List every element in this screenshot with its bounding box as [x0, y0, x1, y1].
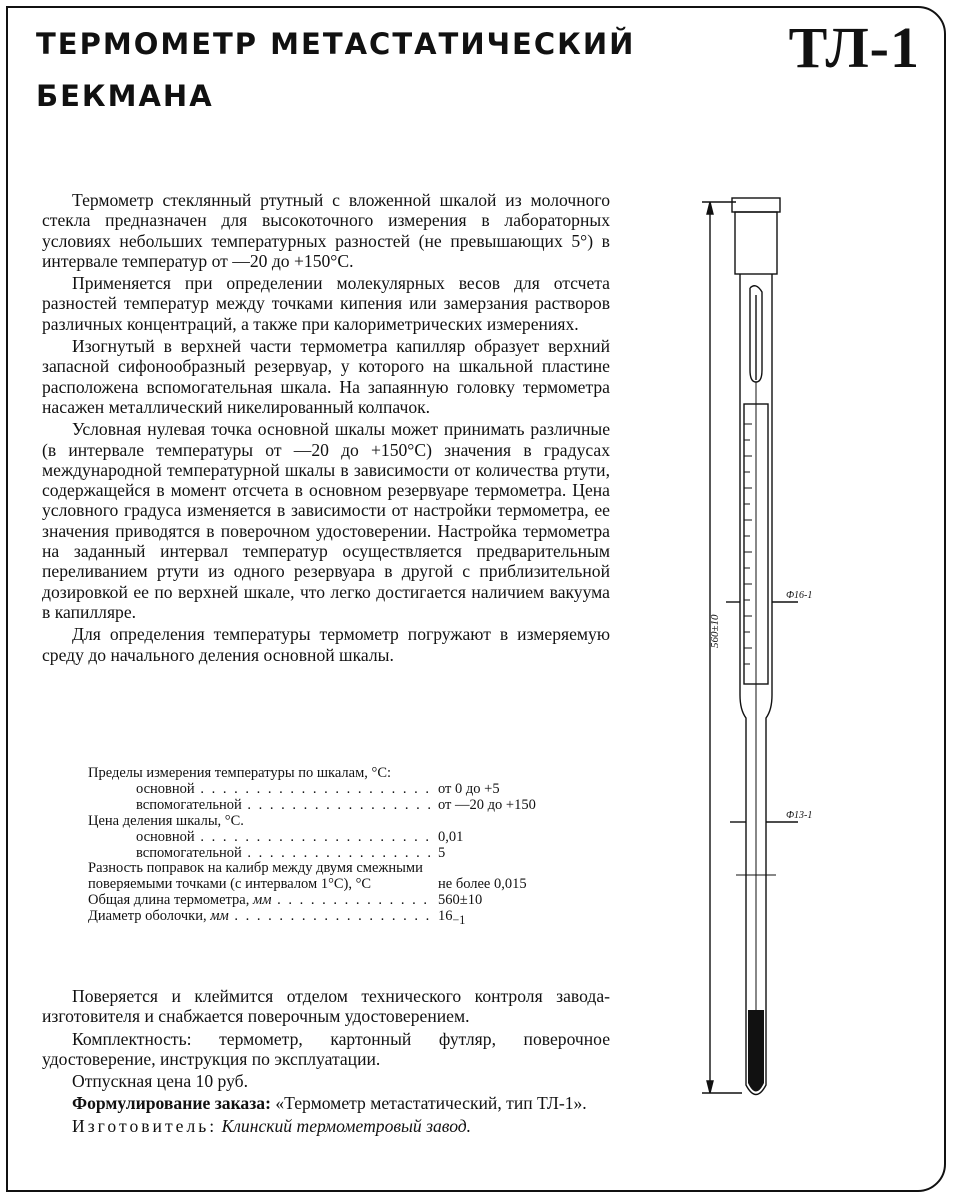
diam-value: 16 — [438, 908, 453, 925]
spec-value: не более 0,015 — [438, 876, 527, 893]
paragraph-construction: Изогнутый в верхней части термометра капилляр образует верхний запасной сифонообразный резервуар, у которого на шкальной пластине расположена вспомогательная шкала. На запаянную головку термометра насажен металлический никелированный колпачок. — [42, 336, 610, 417]
description — [42, 190, 610, 667]
spec-row — [88, 893, 608, 909]
spec-unit: мм — [252, 893, 272, 909]
kit-note: Комплектность: термометр, картонный футляр, поверочное удостоверение, инструкция по эксплуатации. — [42, 1028, 610, 1069]
maker-note — [42, 1116, 610, 1136]
arrow-bottom-icon — [707, 1081, 713, 1093]
mercury-bulb — [748, 1010, 764, 1092]
scale-ticks — [744, 424, 752, 664]
specifications — [88, 766, 608, 929]
length-dimension-label: 560±10 — [709, 614, 721, 648]
spec-row — [88, 782, 608, 798]
spec-value — [434, 909, 465, 929]
spec-value: от —20 до +150 — [438, 796, 536, 813]
spec-unit: мм — [210, 909, 229, 925]
spec-label: основной . . . — [88, 830, 434, 846]
spec-row — [88, 798, 608, 814]
stem-left — [740, 695, 746, 1015]
cap — [735, 212, 777, 274]
order-label: Формулирование заказа: — [72, 1093, 271, 1114]
arrow-top-icon — [707, 202, 713, 214]
spec-value: 560±10 — [438, 892, 483, 909]
spec-label: основной . . . — [88, 782, 434, 798]
maker-label: Изготовитель: — [72, 1115, 218, 1136]
diam-tolerance: −1 — [452, 913, 466, 928]
diameter-top-label: Ф16-1 — [786, 590, 813, 601]
spec-value: 5 — [438, 844, 446, 861]
cap-rim — [732, 198, 780, 212]
spec-value: 0,01 — [438, 828, 464, 845]
order-text: «Термометр метастатический, тип ТЛ-1». — [275, 1093, 587, 1114]
spec-value: от 0 до +5 — [438, 780, 500, 797]
paragraph-zero-point: Условная нулевая точка основной шкалы может принимать различные (в интервале температуры от —20 до +150°С) значения в градусах международной температурной шкалы в зависимости от количества ртути, содержащейся в момент отсчета в основном резервуаре термометра. Цена условного градуса изменяется в зависимости от настройки термометра, ее значения приводятся в поверочном удостоверении. Настройка термометра на заданный интервал температур осуществляется предварительным переливанием ртути из одного резервуара в другой с приблизительной дозировкой ее по верхней шкале, что легко достигается наличием вакуума в капилляре. — [42, 419, 610, 622]
spec-label — [88, 893, 434, 909]
thermometer-drawing — [690, 190, 840, 1110]
paragraph-application: Применяется при определении молекулярных весов для отсчета разностей температур между точками кипения или замерзания растворов различных концентраций, а также при калориметрических измерениях. — [42, 273, 610, 334]
ordering-info — [42, 986, 610, 1138]
diameter-bottom-label: Ф13-1 — [786, 810, 813, 821]
spec-label-text: Общая длина термометра, — [88, 893, 250, 909]
price-note: Отпускная цена 10 руб. — [72, 1071, 248, 1092]
maker-name: Клинский термометровый завод. — [221, 1115, 472, 1136]
page-title — [36, 18, 656, 122]
stem-right — [766, 695, 772, 1015]
spec-label: вспомогательной . . . — [88, 798, 434, 814]
product-code: ТЛ-1 — [788, 15, 920, 80]
spec-div-head: Цена деления шкалы, °С. — [88, 812, 244, 829]
spec-row — [88, 909, 608, 929]
paragraph-purpose: Термометр стеклянный ртутный с вложенной шкалой из молочного стекла предназначен для высокоточного измерения в лабораторных условиях небольших температурных разностей (не превышающих 5°) в интервале температур от —20 до +150°С. — [42, 190, 610, 271]
spec-label: вспомогательной . . . — [88, 846, 434, 862]
title-line-1: ТЕРМОМЕТР МЕТАСТАТИЧЕСКИЙ — [36, 27, 636, 61]
order-note — [42, 1093, 610, 1113]
title-line-2: БЕКМАНА — [36, 79, 214, 113]
paragraph-usage: Для определения температуры термометр погружают в измеряемую среду до начального деления основной шкалы. — [42, 624, 610, 665]
spec-row — [88, 846, 608, 862]
spec-label: Разность поправок на калибр между двумя смежными поверяемыми точками (с интервалом 1°С), °С — [88, 861, 423, 893]
spec-label-text: Диаметр оболочки, — [88, 909, 207, 925]
spec-label — [88, 909, 434, 929]
spec-range-head: Пределы измерения температуры по шкалам, °С: — [88, 765, 392, 781]
spec-row — [88, 861, 608, 893]
spec-row — [88, 830, 608, 846]
verification-note: Поверяется и клеймится отделом технического контроля завода-изготовителя и снабжается поверочным удостоверением. — [42, 986, 610, 1027]
